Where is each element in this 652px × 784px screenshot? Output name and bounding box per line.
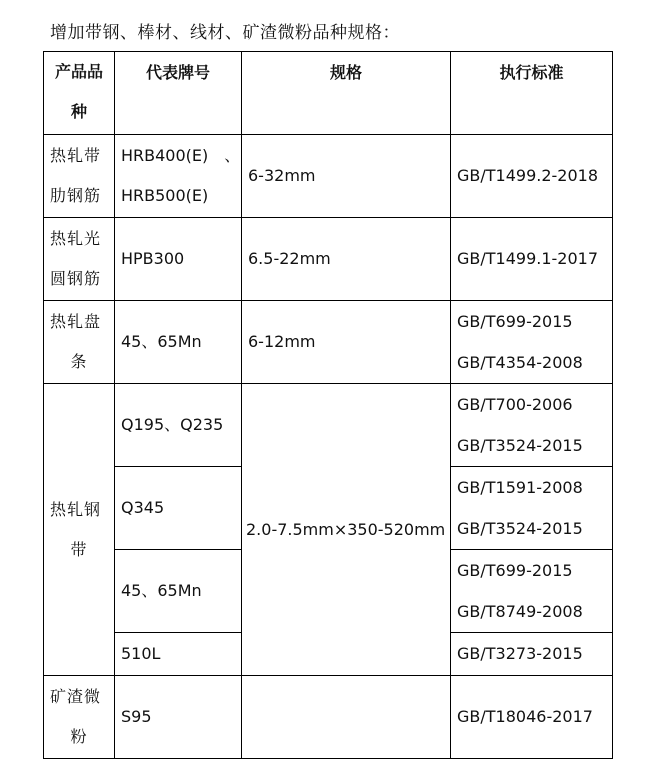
header-spec: 规格 — [242, 52, 451, 135]
standard-cell: GB/T1591-2008 GB/T3524-2015 — [451, 467, 613, 550]
spec-cell: 6-32mm — [242, 135, 451, 218]
spec-cell: 2.0-7.5mm×350-520mm — [242, 384, 451, 676]
spec-cell: 6-12mm — [242, 301, 451, 384]
spec-cell: 6.5-22mm — [242, 218, 451, 301]
standard-cell: GB/T699-2015 GB/T8749-2008 — [451, 550, 613, 633]
grade-cell: 510L — [115, 633, 242, 676]
standard-cell: GB/T3273-2015 — [451, 633, 613, 676]
standard-cell: GB/T700-2006 GB/T3524-2015 — [451, 384, 613, 467]
standard-cell: GB/T1499.1-2017 — [451, 218, 613, 301]
grade-cell: HRB400(E) 、 HRB500(E) — [115, 135, 242, 218]
header-row — [44, 52, 613, 135]
grade-cell: HPB300 — [115, 218, 242, 301]
table-row — [44, 135, 613, 218]
product-cell: 矿渣微 粉 — [44, 676, 115, 759]
spec-table — [43, 51, 613, 759]
table-row — [44, 676, 613, 759]
header-product: 产品品 种 — [44, 52, 115, 135]
table-row — [44, 384, 613, 467]
grade-cell: 45、65Mn — [115, 301, 242, 384]
product-cell: 热轧光 圆钢筋 — [44, 218, 115, 301]
header-standard: 执行标准 — [451, 52, 613, 135]
table-row — [44, 301, 613, 384]
spec-cell — [242, 676, 451, 759]
grade-cell: Q195、Q235 — [115, 384, 242, 467]
grade-cell: Q345 — [115, 467, 242, 550]
standard-cell: GB/T18046-2017 — [451, 676, 613, 759]
header-grade: 代表牌号 — [115, 52, 242, 135]
grade-cell: S95 — [115, 676, 242, 759]
table-row — [44, 218, 613, 301]
product-cell: 热轧盘 条 — [44, 301, 115, 384]
standard-cell: GB/T699-2015 GB/T4354-2008 — [451, 301, 613, 384]
standard-cell: GB/T1499.2-2018 — [451, 135, 613, 218]
grade-cell: 45、65Mn — [115, 550, 242, 633]
product-cell: 热轧带 肋钢筋 — [44, 135, 115, 218]
product-cell: 热轧钢 带 — [44, 384, 115, 676]
intro-text: 增加带钢、棒材、线材、矿渣微粉品种规格： — [50, 23, 400, 43]
